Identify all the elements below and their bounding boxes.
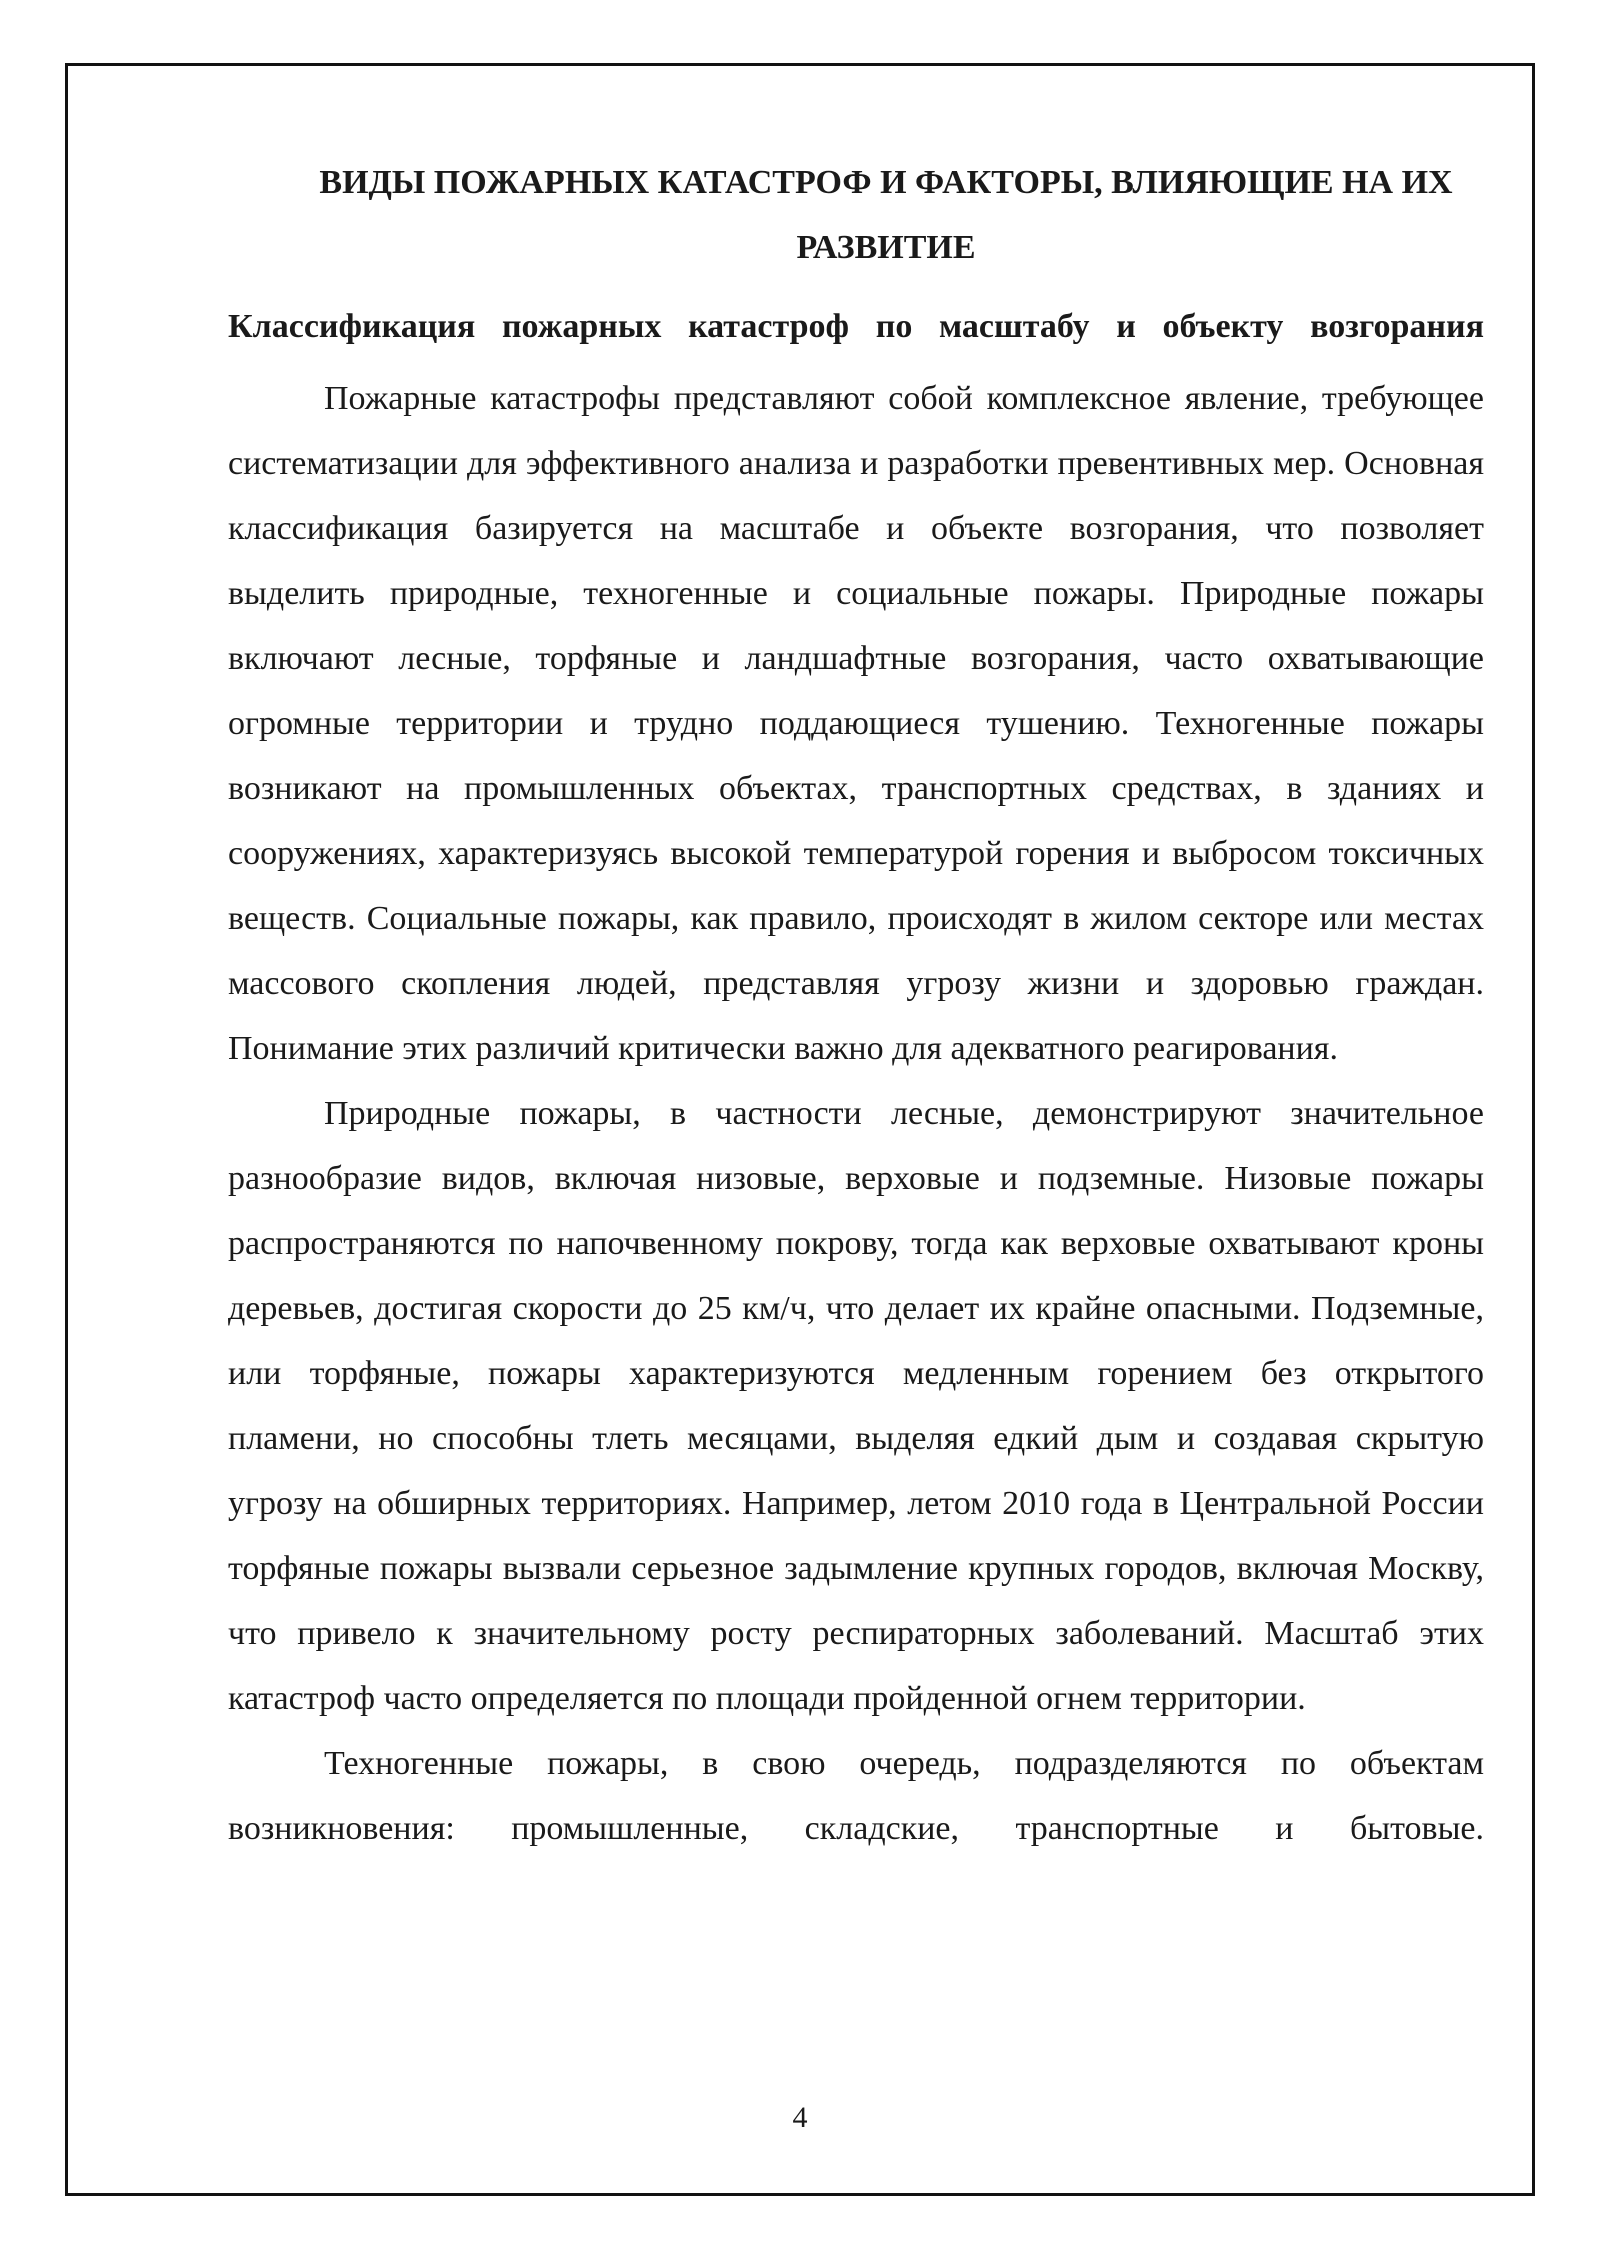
page-number: 4 — [792, 2101, 808, 2134]
document-title: ВИДЫ ПОЖАРНЫХ КАТАСТРОФ И ФАКТОРЫ, ВЛИЯЮЩИЕ НА ИХ РАЗВИТИЕ — [319, 164, 1453, 266]
paragraph: Природные пожары, в частности лесные, демонстрируют значительное разнообразие видов, включая низовые, верховые и подземные. Низовые пожары распространяются по напочвенному покрову, тогда как верховые охватывают кроны деревьев, достигая скорости до 25 км/ч, что делает их крайне опасными. Подземные, или торфяные, пожары характеризуются медленным горением без открытого пламени, но способны тлеть месяцами, выделяя едкий дым и создавая скрытую угрозу на обширных территориях. Например, летом 2010 года в Центральной России торфяные пожары вызвали серьезное задымление крупных городов, включая Москву, что привело к значительному росту респираторных заболеваний. Масштаб этих катастроф часто определяется по площади пройденной огнем территории. — [228, 1095, 1484, 1717]
document-body — [228, 150, 1484, 1861]
paragraph: Техногенные пожары, в свою очередь, подразделяются по объектам возникновения: промышленные, складские, транспортные и бытовые. — [228, 1745, 1484, 1847]
paragraph: Пожарные катастрофы представляют собой комплексное явление, требующее систематизации для эффективного анализа и разработки превентивных мер. Основная классификация базируется на масштабе и объекте возгорания, что позволяет выделить природные, техногенные и социальные пожары. Природные пожары включают лесные, торфяные и ландшафтные возгорания, часто охватывающие огромные территории и трудно поддающиеся тушению. Техногенные пожары возникают на промышленных объектах, транспортных средствах, в зданиях и сооружениях, характеризуясь высокой температурой горения и выбросом токсичных веществ. Социальные пожары, как правило, происходят в жилом секторе или местах массового скопления людей, представляя угрозу жизни и здоровью граждан. Понимание этих различий критически важно для адекватного реагирования. — [228, 380, 1484, 1067]
section-heading: Классификация пожарных катастроф по масштабу и объекту возгорания — [228, 308, 1484, 345]
